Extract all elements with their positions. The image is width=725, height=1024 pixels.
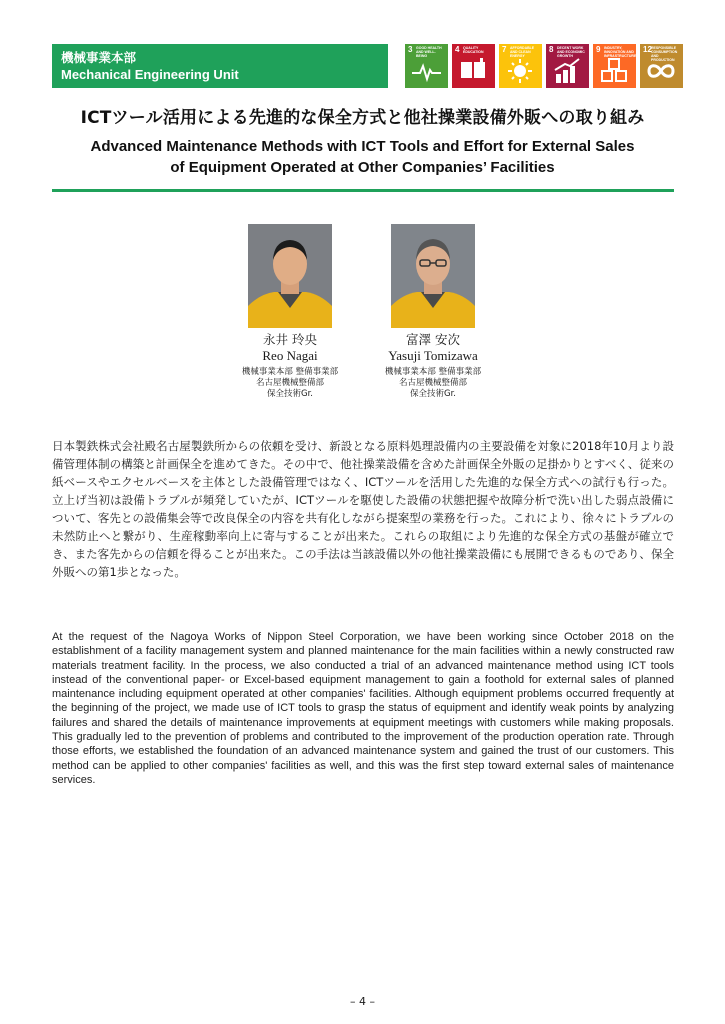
- sdg-number: 7: [502, 45, 507, 54]
- sdg-label: DECENT WORK AND ECONOMIC GROWTH: [557, 46, 585, 58]
- sdg-8-badge: [546, 44, 589, 88]
- sdg-4-badge: [452, 44, 495, 88]
- author-name-en: Yasuji Tomizawa: [388, 348, 478, 363]
- abstract-en: At the request of the Nagoya Works of Nippon Steel Corporation, we have been working since October 2018 on the establishment of a facility management system and planned maintenance for the main facilities within a newly constructed raw materials treatment facility. In the process, we also conducted a trial of an advanced maintenance method using ICT tools instead of the conventional paper- or Excel-based equipment management to gain a foothold for external sales of planned maintenance including equipment operated at other companies' facilities. Although equipment problems occurred frequently at the beginning of the project, we made use of ICT tools to grasp the status of equipment and identify weak points by analyzing failures and shared the details of maintenance improvements at equipment meetings with customers while making proposals. This gradually led to the prevention of problems and contributed to the improvement of the production operation rate. Through those efforts, we established the foundation of an advanced maintenance system and gained the trust of our customers. This method can be applied to other companies' facilities as well, and this was the first step toward external sales of maintenance services.: [52, 631, 674, 786]
- author-affiliation-3: 保全技術Gr.: [266, 389, 313, 399]
- sdg-number: 8: [549, 45, 554, 54]
- author-card: [353, 224, 513, 400]
- author-photo: [391, 224, 475, 328]
- sdg-12-badge: [640, 44, 683, 88]
- sdg-number: 12: [643, 45, 652, 54]
- sdg-icons: [405, 44, 683, 88]
- author-affiliation-3: 保全技術Gr.: [409, 389, 456, 399]
- infinity-icon: [646, 58, 677, 84]
- sdg-label: INDUSTRY, INNOVATION AND INFRASTRUCTURE: [604, 46, 636, 58]
- sdg-number: 9: [596, 45, 601, 54]
- abstract-jp: 日本製鉄株式会社殿名古屋製鉄所からの依頼を受け、新設となる原料処理設備内の主要設備を対象に2018年10月より設備管理体制の構築と計画保全を進めてきた。その中で、他社操業設備を含めた計画保全外販の足掛かりとすべく、従来の紙ベースやエクセルベースを主体とした設備管理ではなく、ICTツールを活用した先進的な保全方式への試行も行った。立上げ当初は設備トラブルが頻発していたが、ICTツールを駆使した設備の状態把握や故障分析で洗い出した弱点設備について、客先との設備集会等で改良保全の内容を共有化しながら提案型の業務を行った。これにより、徐々にトラブルの未然防止へと繋がり、生産稼動率向上に寄与することが出来た。これらの取組により先進的な保全方式の基盤が確立でき、また客先からの信頼を得ることが出来た。この手法は当該設備以外の他社操業設備にも展開できるものであり、保全外販への第1歩となった。: [52, 439, 674, 579]
- author-affiliation-2: 名古屋機械整備部: [255, 378, 324, 388]
- sdg-label: GOOD HEALTH AND WELL-BEING: [416, 46, 442, 58]
- title-divider: [52, 189, 674, 192]
- author-affiliation-1: 機械事業本部 整備事業部: [384, 367, 482, 377]
- author-card: [210, 224, 370, 400]
- sdg-7-badge: [499, 44, 542, 88]
- unit-name-jp: 機械事業本部: [61, 50, 137, 65]
- author-name-jp: 永井 玲央: [263, 332, 317, 347]
- author-name-jp: 富澤 安次: [406, 332, 460, 347]
- sdg-label: AFFORDABLE AND CLEAN ENERGY: [510, 46, 535, 58]
- author-photo: [248, 224, 332, 328]
- heartbeat-icon: [411, 58, 442, 84]
- author-name-en: Reo Nagai: [262, 348, 318, 363]
- sdg-9-badge: [593, 44, 636, 88]
- sun-icon: [505, 58, 536, 84]
- cubes-icon: [599, 58, 630, 84]
- book-icon: [458, 58, 489, 84]
- sdg-number: 4: [455, 45, 460, 54]
- title-en-line-1: Advanced Maintenance Methods with ICT Tools and Effort for External Sales: [90, 138, 635, 155]
- unit-banner: [52, 44, 388, 88]
- sdg-label: RESPONSIBLE CONSUMPTION AND PRODUCTION: [651, 46, 678, 62]
- sdg-label: QUALITY EDUCATION: [463, 46, 484, 54]
- sdg-number: 3: [408, 45, 413, 54]
- page-number: – 4 –: [350, 995, 375, 1008]
- unit-name-en: Mechanical Engineering Unit: [61, 67, 239, 82]
- author-affiliation-1: 機械事業本部 整備事業部: [241, 367, 339, 377]
- author-affiliation-2: 名古屋機械整備部: [398, 378, 467, 388]
- title-en-line-2: of Equipment Operated at Other Companies’ Facilities: [170, 159, 555, 176]
- title-jp: ICTツール活用による先進的な保全方式と他社操業設備外販への取り組み: [80, 108, 645, 128]
- title-en: [40, 136, 685, 178]
- sdg-3-badge: [405, 44, 448, 88]
- growth-chart-icon: [552, 58, 583, 84]
